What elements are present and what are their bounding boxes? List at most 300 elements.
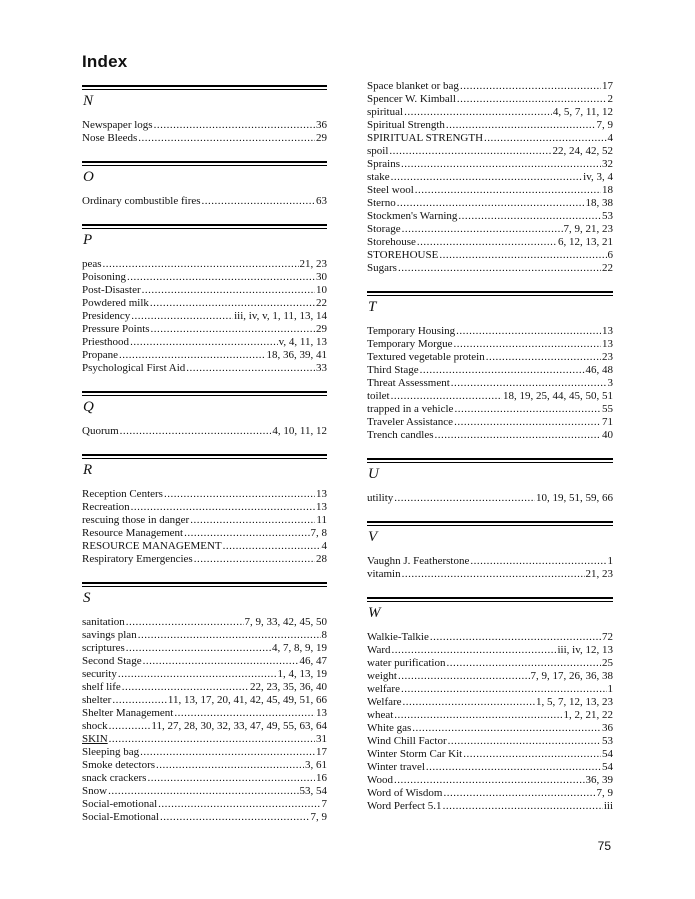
dot-leader — [392, 644, 557, 657]
index-page-numbers: 2 — [607, 93, 613, 105]
dot-leader — [126, 642, 271, 655]
index-entry — [82, 746, 327, 759]
dot-leader — [446, 119, 596, 132]
index-entry — [82, 425, 327, 438]
index-page-numbers: 7, 9 — [596, 787, 613, 799]
section-divider-rule — [82, 85, 327, 90]
index-page-numbers: 29 — [316, 132, 327, 144]
index-entry — [367, 390, 613, 403]
index-term: peas — [82, 258, 102, 270]
index-page-numbers: 7, 9 — [310, 811, 327, 823]
index-page-numbers: 1, 4, 13, 19 — [277, 668, 327, 680]
dot-leader — [184, 527, 309, 540]
index-term: rescuing those in danger — [82, 514, 190, 526]
section-letter: O — [83, 169, 94, 185]
index-term: Sleeping bag — [82, 746, 140, 758]
index-entry — [367, 351, 613, 364]
index-entry — [367, 568, 613, 581]
index-term: Social-Emotional — [82, 811, 159, 823]
index-page-numbers: 53 — [602, 210, 613, 222]
index-entry — [367, 262, 613, 275]
section-letter: U — [368, 466, 379, 482]
dot-leader — [404, 106, 552, 119]
dot-leader — [108, 785, 298, 798]
index-term: Poisoning — [82, 271, 127, 283]
index-page-numbers: 7, 9, 17, 26, 36, 38 — [530, 670, 613, 682]
entry-list — [367, 631, 613, 813]
section-divider-rule — [82, 454, 327, 459]
index-term: toilet — [367, 390, 390, 402]
index-page-numbers: 22, 24, 42, 52 — [552, 145, 613, 157]
index-term: Presidency — [82, 310, 131, 322]
dot-leader — [202, 195, 315, 208]
index-page-numbers: 53, 54 — [299, 785, 327, 797]
index-page-numbers: 7, 9, 33, 42, 45, 50 — [244, 616, 327, 628]
index-page-numbers: iii, iv, v, 1, 11, 13, 14 — [234, 310, 327, 322]
index-entry — [367, 403, 613, 416]
index-page-numbers: 1, 5, 7, 12, 13, 23 — [536, 696, 613, 708]
dot-leader — [463, 748, 601, 761]
index-term: spoil — [367, 145, 389, 157]
index-entry — [82, 707, 327, 720]
index-entry — [82, 629, 327, 642]
section-letter: W — [368, 605, 381, 621]
index-page-numbers: 1, 2, 21, 22 — [563, 709, 613, 721]
index-term: Temporary Housing — [367, 325, 456, 337]
index-page-numbers: 40 — [602, 429, 613, 441]
index-term: Trench candles — [367, 429, 434, 441]
index-term: Spiritual Strength — [367, 119, 445, 131]
index-entry — [367, 184, 613, 197]
index-term: Wood — [367, 774, 394, 786]
index-entry — [82, 527, 327, 540]
dot-leader — [150, 297, 315, 310]
index-page-numbers: 55 — [602, 403, 613, 415]
index-term: Nose Bleeds — [82, 132, 138, 144]
index-page-numbers: 13 — [316, 501, 327, 513]
index-entry — [367, 377, 613, 390]
index-term: Storehouse — [367, 236, 416, 248]
index-term: Psychological First Aid — [82, 362, 186, 374]
index-term: stake — [367, 171, 390, 183]
dot-leader — [401, 158, 601, 171]
index-entry — [367, 171, 613, 184]
dot-leader — [402, 223, 563, 236]
index-term: wheat — [367, 709, 394, 721]
index-entry — [367, 338, 613, 351]
index-term: water purification — [367, 657, 446, 669]
dot-leader — [454, 416, 601, 429]
index-page-numbers: 6, 12, 13, 21 — [558, 236, 613, 248]
index-page-numbers: 22 — [602, 262, 613, 274]
section-divider-rule — [367, 521, 613, 526]
index-entry — [367, 80, 613, 93]
index-page-numbers: 11 — [316, 514, 327, 526]
index-page-numbers: 21, 23 — [299, 258, 327, 270]
index-page-numbers: 11, 13, 17, 20, 41, 42, 45, 49, 51, 66 — [167, 694, 327, 706]
index-page-numbers: 23 — [602, 351, 613, 363]
index-section-n — [82, 85, 327, 145]
index-section-q — [82, 391, 327, 438]
index-entry — [367, 722, 613, 735]
dot-leader — [131, 501, 315, 514]
index-entry — [367, 670, 613, 683]
dot-leader — [194, 553, 315, 566]
index-entry — [367, 735, 613, 748]
index-entry — [367, 236, 613, 249]
dot-leader — [122, 681, 249, 694]
index-term: Word Perfect 5.1 — [367, 800, 442, 812]
index-page-numbers: iii, iv, 12, 13 — [557, 644, 613, 656]
dot-leader — [460, 80, 601, 93]
index-page-numbers: 33 — [316, 362, 327, 374]
index-entry — [367, 132, 613, 145]
index-entry — [82, 785, 327, 798]
index-page-numbers: 16 — [316, 772, 327, 784]
index-term: Temporary Morgue — [367, 338, 453, 350]
index-page-numbers: 18, 38 — [585, 197, 613, 209]
dot-leader — [391, 171, 583, 184]
index-term: Threat Assessment — [367, 377, 450, 389]
dot-leader — [412, 722, 601, 735]
dot-leader — [454, 403, 601, 416]
index-section-r — [82, 454, 327, 566]
index-entry — [367, 197, 613, 210]
dot-leader — [126, 616, 244, 629]
index-page-numbers: 18 — [602, 184, 613, 196]
dot-leader — [130, 336, 278, 349]
index-entry — [82, 553, 327, 566]
index-section-t — [367, 291, 613, 442]
left-column — [82, 52, 327, 840]
dot-leader — [398, 262, 601, 275]
index-page-numbers: 25 — [602, 657, 613, 669]
dot-leader — [394, 774, 584, 787]
index-term: Shelter Management — [82, 707, 174, 719]
index-entry — [82, 119, 327, 132]
dot-leader — [398, 670, 530, 683]
dot-leader — [448, 735, 601, 748]
dot-leader — [120, 425, 272, 438]
index-page-numbers: 13 — [602, 338, 613, 350]
dot-leader — [160, 811, 310, 824]
index-term: scriptures — [82, 642, 125, 654]
index-entry — [367, 774, 613, 787]
dot-leader — [118, 668, 277, 681]
index-term: Steel wool — [367, 184, 414, 196]
index-page-numbers: 1 — [607, 555, 613, 567]
index-page-numbers: 3, 61 — [305, 759, 327, 771]
index-term: Word of Wisdom — [367, 787, 443, 799]
index-term: RESOURCE MANAGEMENT — [82, 540, 222, 552]
index-term: Priesthood — [82, 336, 130, 348]
index-page-numbers: 7, 9, 21, 23 — [563, 223, 613, 235]
index-entry — [367, 119, 613, 132]
dot-leader — [109, 720, 151, 733]
index-entry — [367, 709, 613, 722]
dot-leader — [458, 210, 601, 223]
index-entry — [82, 514, 327, 527]
index-entry — [82, 323, 327, 336]
section-divider-rule — [82, 224, 327, 229]
index-page-numbers: 17 — [602, 80, 613, 92]
dot-leader — [420, 364, 585, 377]
index-term: Stockmen's Warning — [367, 210, 458, 222]
index-page-numbers: 46, 48 — [585, 364, 613, 376]
dot-leader — [470, 555, 606, 568]
index-term: Sugars — [367, 262, 397, 274]
dot-leader — [112, 694, 167, 707]
entry-list — [82, 488, 327, 566]
index-term: Winter Storm Car Kit — [367, 748, 463, 760]
index-term: Spencer W. Kimball — [367, 93, 456, 105]
index-page-numbers: v, 4, 11, 13 — [278, 336, 327, 348]
index-page-numbers: 10, 19, 51, 59, 66 — [536, 492, 613, 504]
dot-leader — [447, 657, 602, 670]
index-page-numbers: 18, 36, 39, 41 — [266, 349, 327, 361]
index-entry — [367, 145, 613, 158]
index-page-numbers: 13 — [316, 707, 327, 719]
index-page-numbers: 11, 27, 28, 30, 32, 33, 47, 49, 55, 63, 64 — [151, 720, 327, 732]
dot-leader — [439, 249, 606, 262]
index-term: Social-emotional — [82, 798, 158, 810]
index-page-numbers: 7 — [321, 798, 327, 810]
index-page-numbers: 71 — [602, 416, 613, 428]
index-page-numbers: 32 — [602, 158, 613, 170]
page-number: 75 — [597, 839, 611, 853]
index-entry — [82, 811, 327, 824]
section-letter: P — [83, 232, 93, 248]
index-entry — [367, 416, 613, 429]
index-term: Smoke detectors — [82, 759, 156, 771]
index-page-numbers: 21, 23 — [585, 568, 613, 580]
index-term: Traveler Assistance — [367, 416, 454, 428]
index-page-numbers: 8 — [321, 629, 327, 641]
index-term: Storage — [367, 223, 401, 235]
index-entry — [367, 555, 613, 568]
index-term: Walkie-Talkie — [367, 631, 429, 643]
index-page-numbers: 53 — [602, 735, 613, 747]
dot-leader — [394, 492, 535, 505]
dot-leader — [158, 798, 320, 811]
index-entry — [82, 195, 327, 208]
dot-leader — [451, 377, 607, 390]
index-page-numbers: 54 — [602, 748, 613, 760]
index-term: Ward — [367, 644, 391, 656]
entry-list — [367, 80, 613, 275]
dot-leader — [456, 325, 601, 338]
index-term: trapped in a vehicle — [367, 403, 454, 415]
index-term: SPIRITUAL STRENGTH — [367, 132, 484, 144]
index-section-o — [82, 161, 327, 208]
index-term: weight — [367, 670, 397, 682]
index-term: Powdered milk — [82, 297, 149, 309]
index-entry — [367, 325, 613, 338]
dot-leader — [486, 351, 601, 364]
index-page-numbers: 36 — [602, 722, 613, 734]
index-term: utility — [367, 492, 394, 504]
index-page-numbers: 10 — [316, 284, 327, 296]
index-term: Quorum — [82, 425, 119, 437]
index-entry — [82, 642, 327, 655]
index-term: shelter — [82, 694, 112, 706]
index-page-numbers: 72 — [602, 631, 613, 643]
index-entry — [82, 759, 327, 772]
index-term: Resource Management — [82, 527, 184, 539]
entry-list — [82, 616, 327, 824]
page-title: Index — [82, 52, 128, 71]
index-entry — [367, 492, 613, 505]
index-page-numbers: 22 — [316, 297, 327, 309]
dot-leader — [223, 540, 321, 553]
index-entry — [82, 798, 327, 811]
section-divider-rule — [367, 458, 613, 463]
index-entry — [367, 223, 613, 236]
dot-leader — [138, 629, 321, 642]
index-entry — [82, 310, 327, 323]
index-entry — [82, 132, 327, 145]
dot-leader — [142, 284, 315, 297]
section-divider-rule — [82, 391, 327, 396]
index-entry — [82, 720, 327, 733]
index-entry — [82, 258, 327, 271]
index-page-numbers: 17 — [316, 746, 327, 758]
dot-leader — [402, 568, 585, 581]
dot-leader — [435, 429, 602, 442]
index-entry — [82, 297, 327, 310]
index-term: White gas — [367, 722, 412, 734]
dot-leader — [131, 310, 233, 323]
dot-leader — [443, 787, 595, 800]
dot-leader — [164, 488, 315, 501]
dot-leader — [389, 145, 551, 158]
entry-list — [367, 555, 613, 581]
index-page-numbers: 46, 47 — [299, 655, 327, 667]
section-letter: T — [368, 299, 377, 315]
index-page-numbers: 28 — [316, 553, 327, 565]
dot-leader — [430, 631, 601, 644]
index-page-numbers: 7, 9 — [596, 119, 613, 131]
index-entry — [367, 748, 613, 761]
index-term: Pressure Points — [82, 323, 150, 335]
section-letter: S — [83, 590, 91, 606]
index-term: welfare — [367, 683, 400, 695]
index-page-numbers: 30 — [316, 271, 327, 283]
index-page-numbers: 4 — [607, 132, 613, 144]
index-section-s — [82, 582, 327, 824]
entry-list — [367, 492, 613, 505]
index-term: Space blanket or bag — [367, 80, 459, 92]
index-section-w — [367, 597, 613, 813]
index-term: Reception Centers — [82, 488, 163, 500]
index-entry — [82, 271, 327, 284]
section-letter: R — [83, 462, 93, 478]
index-term: Second Stage — [82, 655, 142, 667]
dot-leader — [391, 390, 502, 403]
index-page-numbers: iv, 3, 4 — [583, 171, 613, 183]
index-entry — [367, 761, 613, 774]
index-section-v — [367, 521, 613, 581]
dot-leader — [397, 197, 585, 210]
index-page-numbers: 4, 5, 7, 11, 12 — [552, 106, 613, 118]
index-page-numbers: 36, 39 — [585, 774, 613, 786]
index-page-numbers: 29 — [316, 323, 327, 335]
index-entry — [367, 696, 613, 709]
section-letter: Q — [83, 399, 94, 415]
index-entry — [367, 683, 613, 696]
index-term: Third Stage — [367, 364, 419, 376]
dot-leader — [426, 761, 601, 774]
dot-leader — [127, 271, 315, 284]
index-entry — [82, 349, 327, 362]
dot-leader — [186, 362, 315, 375]
index-entry — [367, 429, 613, 442]
index-entry — [367, 210, 613, 223]
index-page-numbers: 22, 23, 35, 36, 40 — [250, 681, 327, 693]
index-entry — [367, 631, 613, 644]
index-entry — [82, 772, 327, 785]
index-term: Recreation — [82, 501, 130, 513]
index-page-numbers: 36 — [316, 119, 327, 131]
index-term: spiritual — [367, 106, 404, 118]
index-term: snack crackers — [82, 772, 147, 784]
index-section-u — [367, 458, 613, 505]
index-entry — [367, 800, 613, 813]
index-term: shelf life — [82, 681, 121, 693]
index-term: Propane — [82, 349, 119, 361]
index-term: sanitation — [82, 616, 125, 628]
entry-list — [82, 425, 327, 438]
index-entry — [82, 284, 327, 297]
index-term: Sprains — [367, 158, 400, 170]
index-term: Wind Chill Factor — [367, 735, 447, 747]
index-page-numbers: 13 — [602, 325, 613, 337]
dot-leader — [453, 338, 601, 351]
index-entry — [367, 158, 613, 171]
dot-leader — [174, 707, 315, 720]
index-entry — [367, 644, 613, 657]
index-term: Vaughn J. Featherstone — [367, 555, 470, 567]
section-divider-rule — [367, 291, 613, 296]
entry-list — [82, 258, 327, 375]
index-page-numbers: 4 — [321, 540, 327, 552]
index-page-numbers: 4, 10, 11, 12 — [272, 425, 327, 437]
dot-leader — [417, 236, 557, 249]
index-entry — [82, 488, 327, 501]
index-page-numbers: iii — [603, 800, 613, 812]
dot-leader — [415, 184, 601, 197]
index-entry — [82, 655, 327, 668]
index-entry — [82, 540, 327, 553]
index-page-numbers: 54 — [602, 761, 613, 773]
index-term: savings plan — [82, 629, 137, 641]
dot-leader — [151, 323, 315, 336]
index-section-p — [82, 224, 327, 375]
index-term: STOREHOUSE — [367, 249, 439, 261]
index-entry — [82, 733, 327, 746]
index-entry — [82, 336, 327, 349]
index-entry — [82, 501, 327, 514]
dot-leader — [119, 349, 265, 362]
entry-list — [82, 119, 327, 145]
dot-leader — [190, 514, 315, 527]
index-page-numbers: 63 — [316, 195, 327, 207]
section-divider-rule — [367, 597, 613, 602]
dot-leader — [154, 119, 315, 132]
index-entry — [82, 681, 327, 694]
index-entry — [367, 787, 613, 800]
index-page-numbers: 3 — [607, 377, 613, 389]
